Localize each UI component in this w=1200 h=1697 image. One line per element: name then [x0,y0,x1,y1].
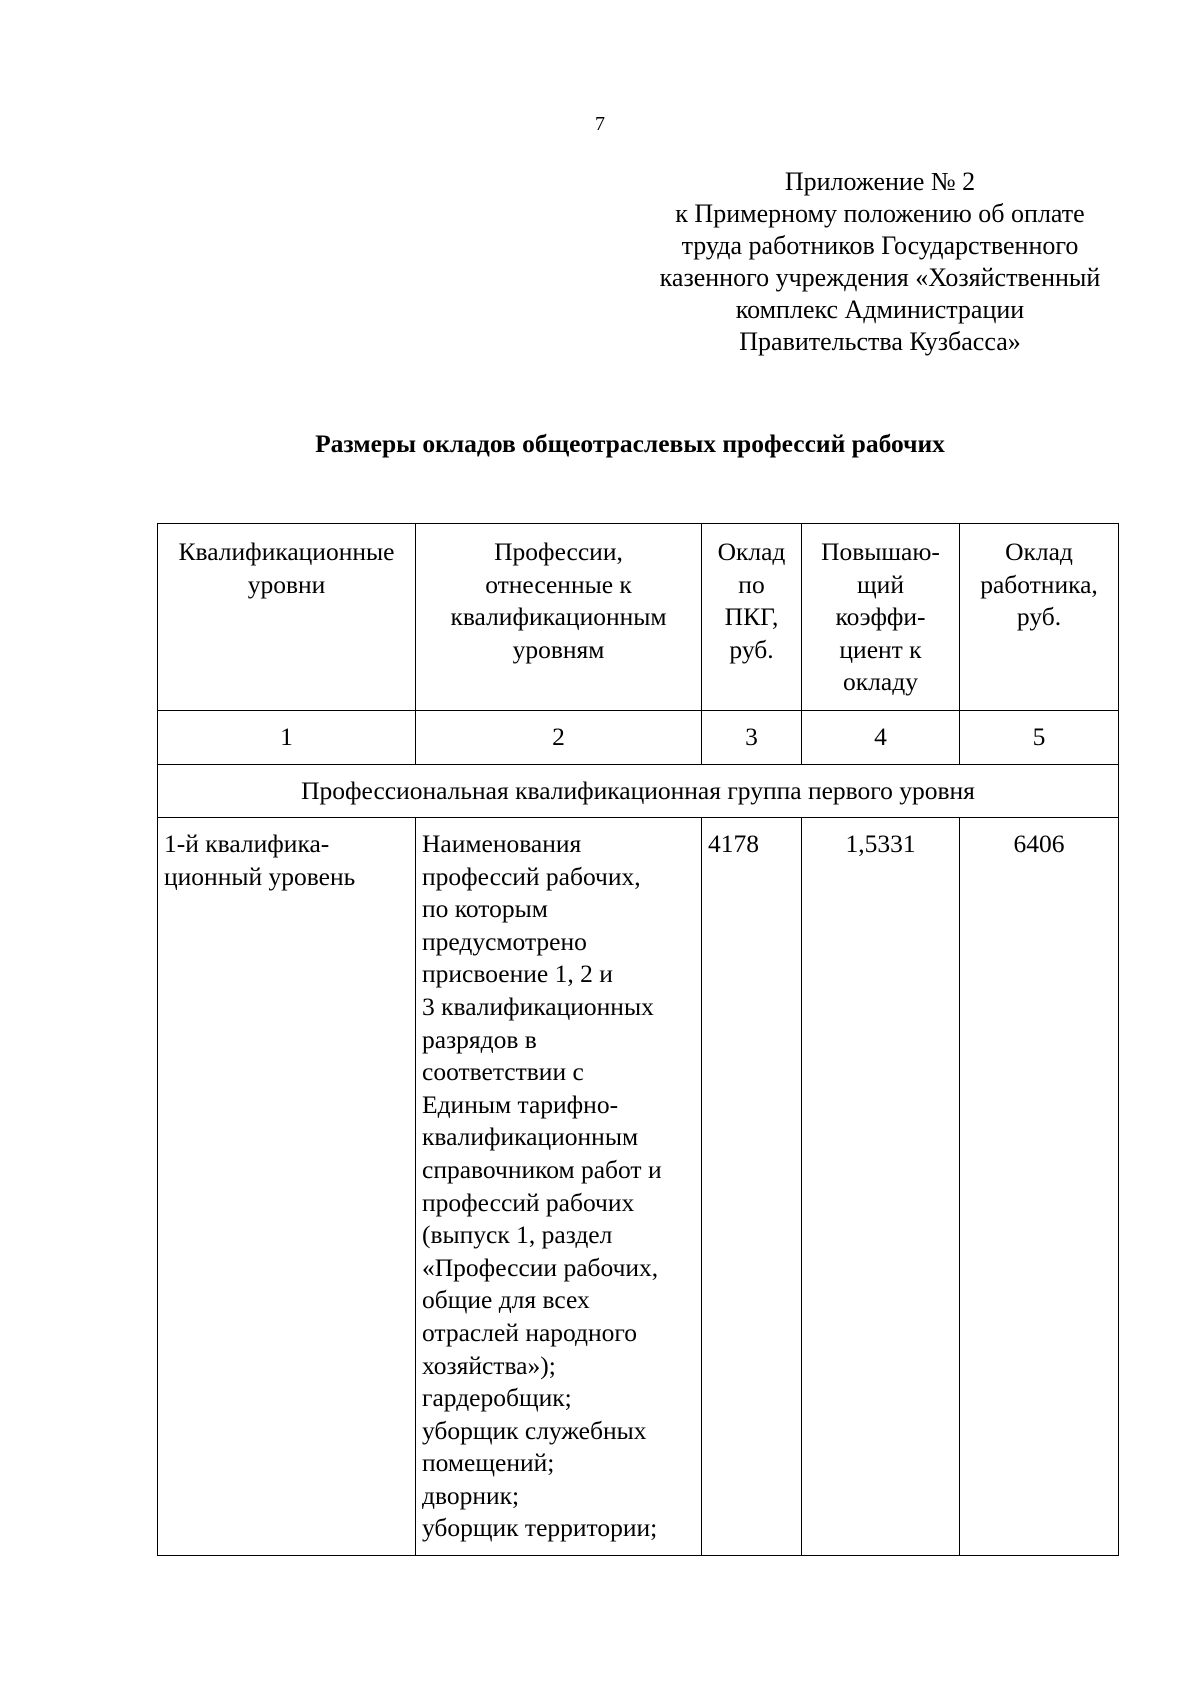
page-number: 7 [595,113,605,135]
group-title: Профессиональная квалификационная группа первого уровня [158,765,1119,818]
header-line: уровни [247,569,326,599]
table-row [158,818,1119,1556]
table-header-row [158,524,1119,711]
header-line: квалификационным [450,602,667,632]
header-line: коэффи- [835,602,926,632]
header-line: Профессии, [494,537,623,566]
column-number: 5 [960,711,1119,765]
cell-line: Наименования [422,829,582,858]
cell-line: уборщик территории; [422,1513,658,1543]
header-line: Оклад [1005,537,1073,566]
header-line: окладу [843,667,918,697]
header-line: руб. [729,634,774,664]
cell-line: предусмотрено [422,926,587,956]
cell-line: (выпуск 1, раздел [422,1220,613,1250]
header-line: уровням [512,634,605,664]
header-professions [416,524,702,711]
appendix-line: Приложение № 2 [784,167,976,196]
cell-line: разрядов в [422,1024,537,1054]
header-line: руб. [1016,602,1062,632]
header-employee-salary [960,524,1119,711]
cell-line: профессий рабочих [422,1187,635,1217]
header-line: ПКГ, [724,602,779,632]
column-number: 4 [802,711,960,765]
cell-line: дворник; [422,1480,520,1510]
column-number-row [158,711,1119,765]
cell-line: присвоение 1, 2 и [422,959,613,989]
cell-line: соответствии с [422,1057,584,1087]
header-line: работника, [980,569,1098,599]
cell-line: 3 квалификационных [422,991,654,1021]
header-line: щий [857,569,904,599]
cell-line: общие для всех [422,1285,590,1315]
cell-line: отраслей народного [422,1317,637,1347]
document-title: Размеры окладов общеотраслевых профессий рабочих [315,429,945,458]
header-line: Оклад [717,537,786,566]
coefficient-cell: 1,5331 [802,818,960,1556]
cell-line: профессий рабочих, [422,861,641,891]
employee-salary-cell: 6406 [960,818,1119,1556]
header-base-salary [702,524,802,711]
cell-line: помещений; [422,1448,555,1478]
cell-line: 1-й квалифика- [164,829,330,858]
base-salary-cell: 4178 [702,818,802,1556]
header-line: Повышаю- [821,537,940,566]
header-line: по [738,569,765,599]
salary-table [157,523,1119,1556]
appendix-line: к Примерному положению об оплате [675,199,1085,228]
cell-line: Единым тарифно- [422,1089,619,1119]
group-title-row [158,765,1119,818]
header-qualification-levels [158,524,416,711]
appendix-line: комплекс Администрации [735,295,1025,324]
header-line: отнесенные к [485,569,632,599]
appendix-line: Правительства Кузбасса» [739,327,1021,356]
cell-line: гардеробщик; [422,1383,572,1413]
header-line: циент к [839,634,922,664]
header-line: Квалификационные [178,537,395,566]
professions-cell [416,818,702,1556]
cell-line: уборщик служебных [422,1415,647,1445]
cell-line: хозяйства»); [422,1350,556,1380]
cell-line: по которым [422,894,548,924]
cell-line: ционный уровень [164,861,356,891]
qualification-level-cell [158,818,416,1556]
appendix-line: казенного учреждения «Хозяйственный [659,263,1101,292]
column-number: 3 [702,711,802,765]
appendix-line: труда работников Государственного [681,231,1079,260]
column-number: 2 [416,711,702,765]
cell-line: «Профессии рабочих, [422,1252,659,1282]
header-coefficient [802,524,960,711]
appendix-header [600,166,1160,358]
column-number: 1 [158,711,416,765]
cell-line: справочником работ и [422,1154,662,1184]
cell-line: квалификационным [422,1122,639,1152]
